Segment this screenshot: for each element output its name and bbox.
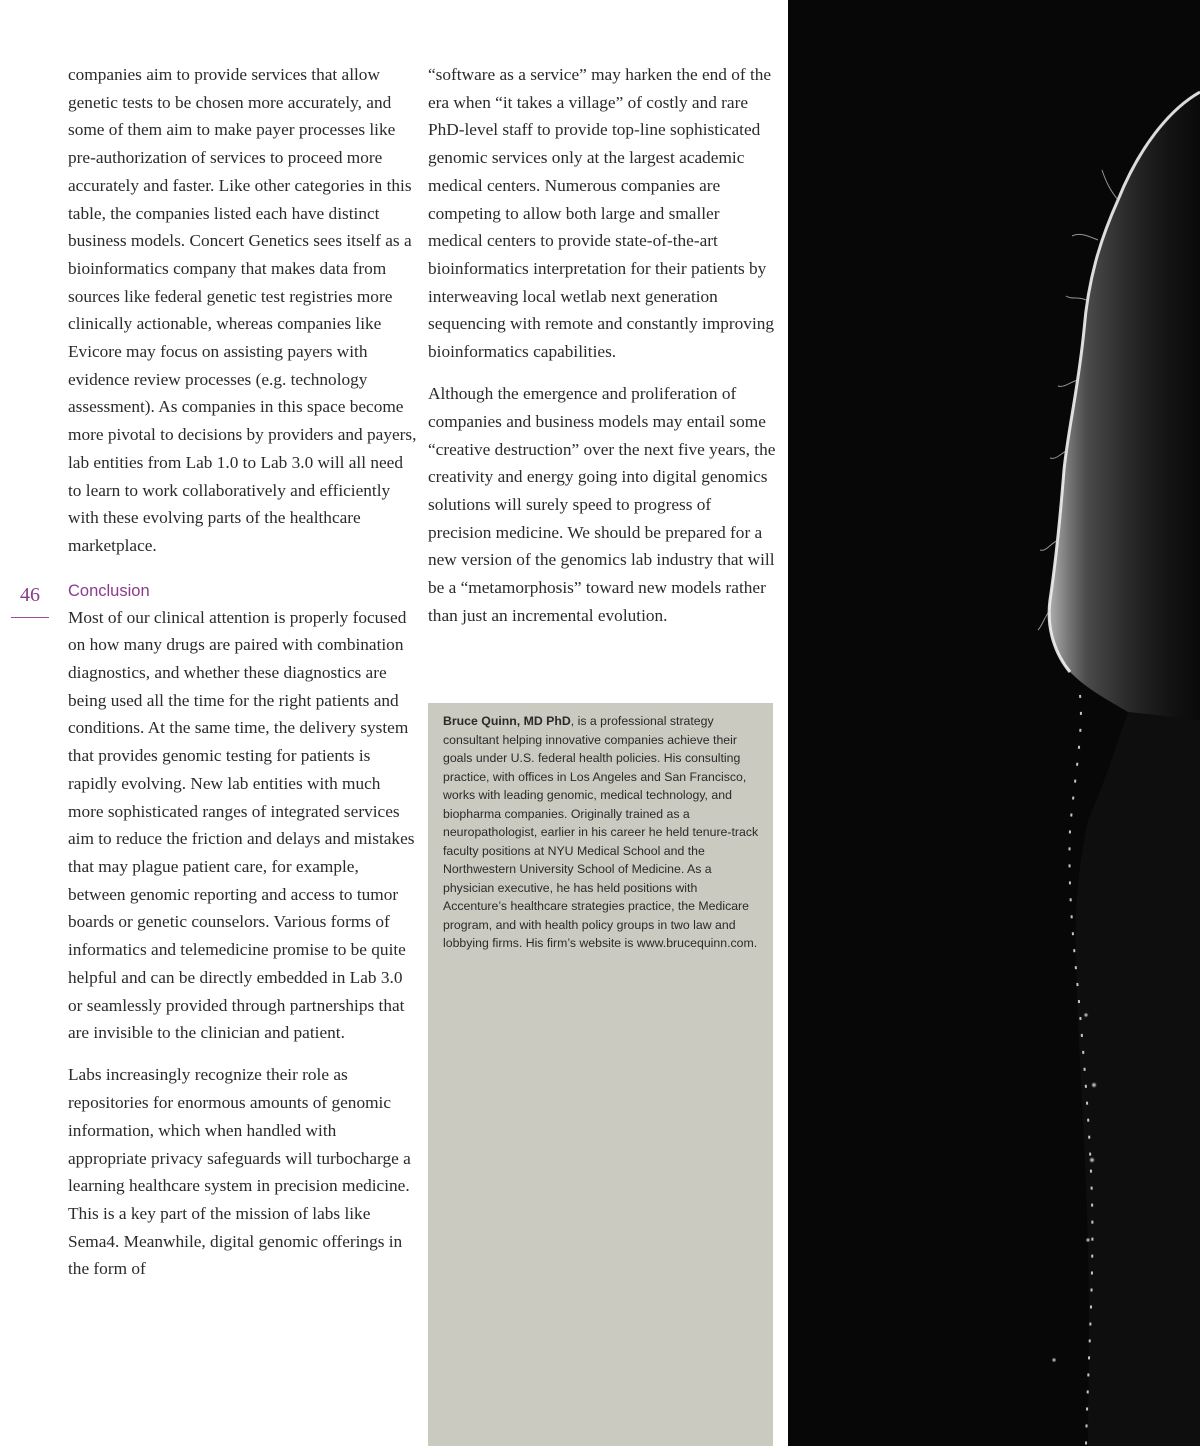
body-paragraph: Most of our clinical attention is properly focused on how many drugs are paired with combination diagnostics, and whether these diagnostics are being used all the time for the right patients and conditions. At the same time, the delivery system that provides genomic testing for patients is rapidly evolving. New lab entities with much more sophisticated ranges of integrated services aim to reduce the friction and delays and mistakes that may plague patient care, for example, between genomic reporting and access to tumor boards or genetic counselors. Various forms of informatics and telemedicine promise to be quite helpful and can be directly embedded in Lab 3.0 or seamlessly provided through partnerships that are invisible to the clinician and patient. [68, 607, 415, 1043]
author-bio [443, 712, 761, 953]
section-heading-conclusion: Conclusion [68, 581, 150, 600]
author-bio-text: , is a professional strategy consultant helping innovative companies achieve their goals under U.S. federal health policies. His consulting practice, with offices in Los Angeles and San Francisco, works with leading genomic, medical technology, and biopharma companies. Originally trained as a neuropathologist, earlier in his career he held tenure-track faculty positions at NYU Medical School and the Northwestern University School of Medicine. As a physician executive, he has held positions with Accenture’s healthcare strategies practice, the Medicare program, and with health policy groups in two law and lobbying firms. His firm’s website is www.brucequinn.com. [443, 714, 759, 950]
author-bio-box [428, 703, 773, 1446]
portrait-photo [788, 0, 1200, 1446]
page-number-rule [11, 617, 49, 618]
left-column [68, 61, 418, 1283]
body-paragraph: Labs increasingly recognize their role as repositories for enormous amounts of genomic information, which when handled with appropriate privacy safeguards will turbocharge a learning healthcare system in precision medicine. This is a key part of the mission of labs like Sema4. Meanwhile, digital genomic offerings in the form of [68, 1065, 411, 1279]
author-name: Bruce Quinn, MD PhD [443, 714, 571, 728]
body-paragraph: companies aim to provide services that allow genetic tests to be chosen more accurately, and some of them aim to make payer processes like pre-authorization of services to proceed more accurately and faster. Like other categories in this table, the companies listed each have distinct business models. Concert Genetics sees itself as a bioinformatics company that makes data from sources like federal genetic test registries more clinically actionable, whereas companies like Evicore may focus on assisting payers with evidence review processes (e.g. technology assessment). As companies in this space become more pivotal to decisions by providers and payers, lab entities from Lab 1.0 to Lab 3.0 will all need to learn to work collaboratively and efficiently with these evolving parts of the healthcare marketplace. [68, 65, 417, 555]
body-paragraph: “software as a service” may harken the end of the era when “it takes a village” of costly and rare PhD-level staff to provide top-line sophisticated genomic services only at the largest academic medical centers. Numerous companies are competing to allow both large and smaller medical centers to provide state-of-the-art bioinformatics interpretation for their patients by interweaving local wetlab next generation sequencing with remote and constantly improving bioinformatics capabilities. [428, 65, 775, 362]
body-paragraph: Although the emergence and proliferation of companies and business models may entail some “creative destruction” over the next five years, the creativity and energy going into digital genomics solutions will surely speed to progress of precision medicine. We should be prepared for a new version of the genomics lab industry that will be a “metamorphosis” toward new models rather than just an incremental evolution. [428, 384, 776, 625]
page-number: 46 [20, 584, 40, 606]
silhouette-image [788, 0, 1200, 1446]
right-column [428, 61, 778, 630]
